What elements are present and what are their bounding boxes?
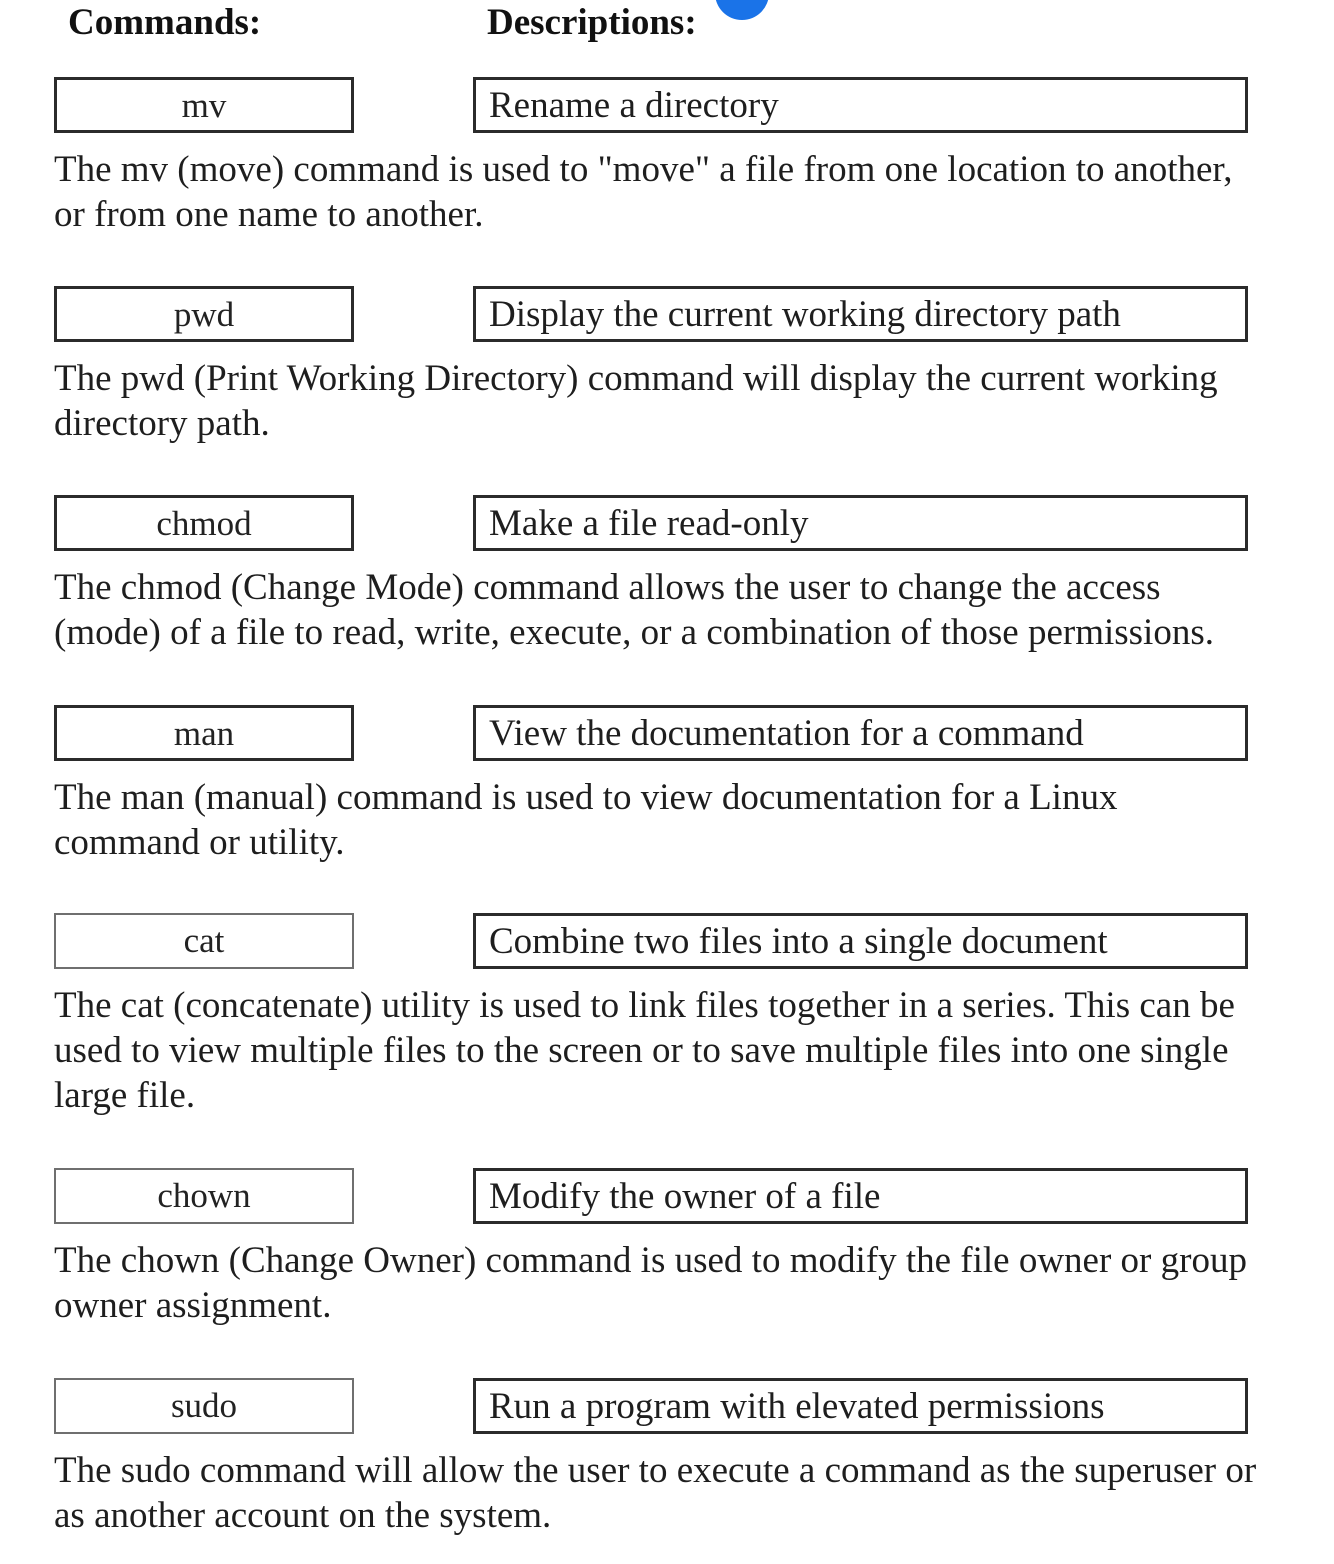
- description-box[interactable]: View the documentation for a command: [473, 705, 1248, 761]
- command-box[interactable]: pwd: [54, 286, 354, 342]
- command-explanation: The man (manual) command is used to view documentation for a Linux command or utility.: [54, 777, 1118, 863]
- description-box[interactable]: Make a file read-only: [473, 495, 1248, 551]
- command-box[interactable]: mv: [54, 77, 354, 133]
- description-box[interactable]: Rename a directory: [473, 77, 1248, 133]
- command-explanation: The mv (move) command is used to "move" a file from one location to another, or from one name to another.: [54, 149, 1233, 235]
- command-box[interactable]: cat: [54, 913, 354, 969]
- description-box[interactable]: Combine two files into a single document: [473, 913, 1248, 969]
- description-box[interactable]: Run a program with elevated permissions: [473, 1378, 1248, 1434]
- command-box[interactable]: chown: [54, 1168, 354, 1224]
- blue-drag-handle-dot[interactable]: [715, 0, 769, 20]
- command-explanation: The cat (concatenate) utility is used to link files together in a series. This can be used to view multiple files to the screen or to save multiple files into one single large file.: [54, 985, 1235, 1116]
- command-explanation: The pwd (Print Working Directory) command will display the current working directory path.: [54, 358, 1218, 444]
- command-explanation: The chmod (Change Mode) command allows the user to change the access (mode) of a file to read, write, execute, or a combination of those permissions.: [54, 567, 1214, 653]
- command-explanation: The sudo command will allow the user to execute a command as the superuser or as another account on the system.: [54, 1450, 1257, 1536]
- commands-column-header: Commands:: [68, 2, 262, 43]
- description-box[interactable]: Modify the owner of a file: [473, 1168, 1248, 1224]
- command-box[interactable]: chmod: [54, 495, 354, 551]
- description-box[interactable]: Display the current working directory path: [473, 286, 1248, 342]
- descriptions-column-header: Descriptions:: [487, 2, 697, 43]
- command-box[interactable]: sudo: [54, 1378, 354, 1434]
- command-explanation: The chown (Change Owner) command is used to modify the file owner or group owner assignment.: [54, 1240, 1247, 1326]
- command-box[interactable]: man: [54, 705, 354, 761]
